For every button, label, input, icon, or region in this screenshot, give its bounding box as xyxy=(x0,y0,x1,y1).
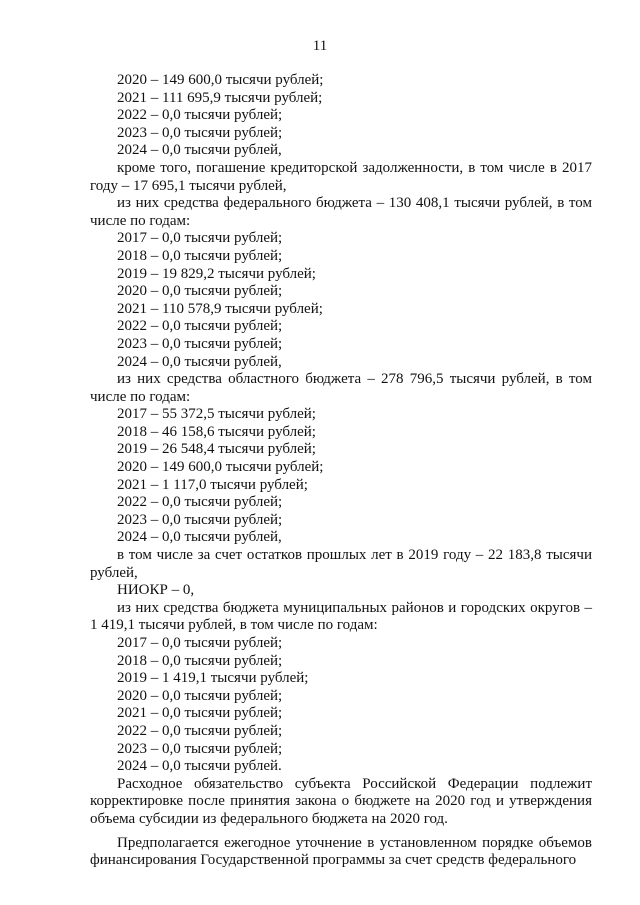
year-amount-line: 2023 – 0,0 тысячи рублей; xyxy=(117,335,283,352)
year-amount-line: 2019 – 19 829,2 тысячи рублей; xyxy=(117,265,316,282)
year-amount-line: 2024 – 0,0 тысячи рублей. xyxy=(117,758,282,775)
year-amount-line: НИОКР – 0, xyxy=(117,582,195,599)
year-amount-line: 2018 – 46 158,6 тысячи рублей; xyxy=(117,423,316,440)
year-amount-line: 2022 – 0,0 тысячи рублей; xyxy=(117,318,283,335)
year-amount-line: 2022 – 0,0 тысячи рублей; xyxy=(117,494,283,511)
text-paragraph: Предполагается ежегодное уточнение в установленном порядке объемов финансирования Государственной программы за счет средств федерального xyxy=(90,834,592,869)
year-amount-line: 2020 – 149 600,0 тысячи рублей; xyxy=(117,459,324,476)
year-amount-line: 2024 – 0,0 тысячи рублей, xyxy=(117,142,282,159)
text-paragraph: из них средства федерального бюджета – 130 408,1 тысячи рублей, в том числе по годам: xyxy=(90,195,592,229)
text-paragraph: из них средства областного бюджета – 278 796,5 тысячи рублей, в том числе по годам: xyxy=(90,371,592,405)
year-amount-line: 2017 – 0,0 тысячи рублей; xyxy=(117,635,283,651)
year-amount-line: 2021 – 0,0 тысячи рублей; xyxy=(117,705,283,722)
year-amount-line: 2021 – 110 578,9 тысячи рублей; xyxy=(117,300,323,317)
text-paragraph: из них средства бюджета муниципальных районов и городских округов – 1 419,1 тысячи рублей, в том числе по годам: xyxy=(90,599,592,634)
year-amount-line: 2024 – 0,0 тысячи рублей, xyxy=(117,353,282,370)
year-amount-line: 2023 – 0,0 тысячи рублей; xyxy=(117,511,283,528)
year-amount-line: 2021 – 111 695,9 тысячи рублей; xyxy=(117,89,323,106)
document-body xyxy=(90,72,592,870)
year-amount-line: 2017 – 55 372,5 тысячи рублей; xyxy=(117,406,316,423)
page-number: 11 xyxy=(312,38,328,54)
year-amount-line: 2019 – 26 548,4 тысячи рублей; xyxy=(117,441,316,458)
year-amount-line: 2020 – 0,0 тысячи рублей; xyxy=(117,687,283,704)
year-amount-line: 2023 – 0,0 тысячи рублей; xyxy=(117,124,283,141)
year-amount-line: 2018 – 0,0 тысячи рублей; xyxy=(117,247,283,264)
text-paragraph: Расходное обязательство субъекта Российской Федерации подлежит корректировке после принятия закона о бюджете на 2020 год и утверждения объема субсидии из федерального бюджета на 2020 год. xyxy=(90,775,592,827)
year-amount-line: 2022 – 0,0 тысячи рублей; xyxy=(117,722,283,739)
year-amount-line: 2024 – 0,0 тысячи рублей, xyxy=(117,529,282,546)
year-amount-line: 2022 – 0,0 тысячи рублей; xyxy=(117,107,283,124)
year-amount-line: 2020 – 0,0 тысячи рублей; xyxy=(117,283,283,300)
year-amount-line: 2020 – 149 600,0 тысячи рублей; xyxy=(117,72,324,88)
text-paragraph: в том числе за счет остатков прошлых лет в 2019 году – 22 183,8 тысячи рублей, xyxy=(90,547,592,581)
year-amount-line: 2017 – 0,0 тысячи рублей; xyxy=(117,230,283,247)
year-amount-line: 2023 – 0,0 тысячи рублей; xyxy=(117,740,283,757)
year-amount-line: 2021 – 1 117,0 тысячи рублей; xyxy=(117,476,308,493)
year-amount-line: 2019 – 1 419,1 тысячи рублей; xyxy=(117,670,309,687)
year-amount-line: 2018 – 0,0 тысячи рублей; xyxy=(117,652,283,669)
text-paragraph: кроме того, погашение кредиторской задолженности, в том числе в 2017 году – 17 695,1 тысячи рублей, xyxy=(90,159,592,194)
